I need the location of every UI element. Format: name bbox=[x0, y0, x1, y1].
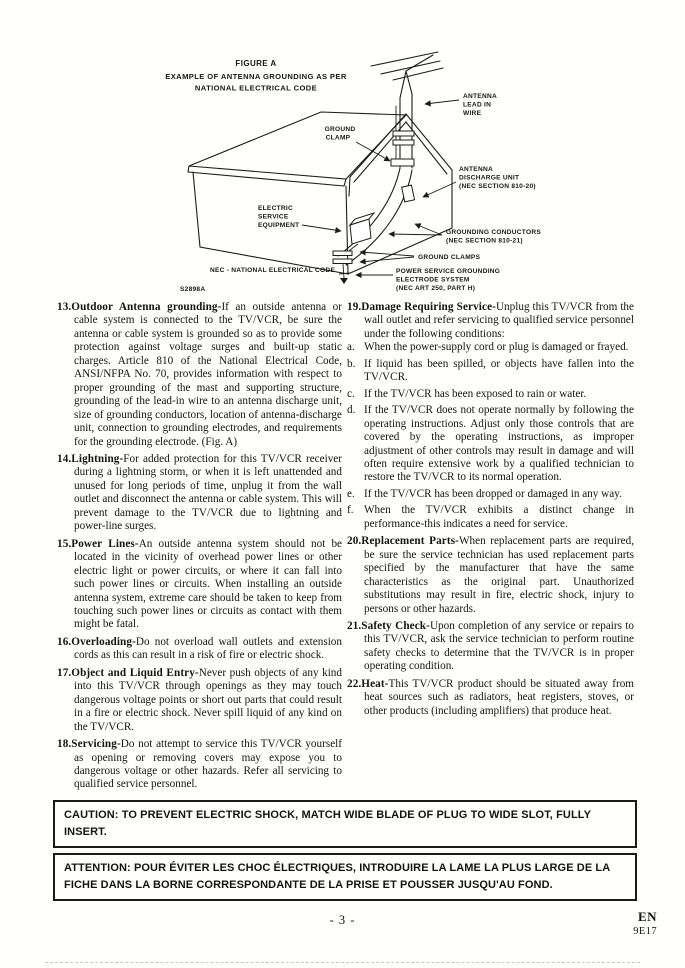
scan-artifact-line bbox=[45, 962, 640, 963]
svg-text:WIRE: WIRE bbox=[463, 110, 482, 117]
subitem-text: If the TV/VCR does not operate normally by following the operating instructions. Adjust only those controls that are covered by the operating instructions, as improper adjustment of other controls may result in damage and will often require extensive work by a qualified technician to restore the TV/VCR to its normal operation. bbox=[364, 404, 634, 484]
electric-service-label: ELECTRIC bbox=[258, 205, 293, 212]
item-body: This TV/VCR product should be situated away from heat sources such as radiators, heat registers, stoves, or other products (including amplifiers) that produce heat. bbox=[364, 677, 634, 717]
subitem-letter: d. bbox=[347, 404, 356, 417]
figure-id-label: S2898A bbox=[180, 286, 206, 293]
subitem-b bbox=[347, 358, 634, 385]
item-17 bbox=[57, 667, 342, 734]
nec-note-label: NEC - NATIONAL ELECTRICAL CODE bbox=[210, 267, 336, 274]
item-body: Unplug this TV/VCR from the wall outlet and refer servicing to qualified service personnel under the following conditions: bbox=[364, 301, 634, 340]
subitem-f bbox=[347, 504, 634, 531]
subitem-c bbox=[347, 388, 634, 401]
item-title: Damage Requiring Service- bbox=[361, 301, 496, 313]
antenna-discharge-label: ANTENNA bbox=[459, 166, 493, 173]
svg-text:LEAD IN: LEAD IN bbox=[463, 101, 492, 109]
svg-text:ELECTRODE SYSTEM: ELECTRODE SYSTEM bbox=[396, 276, 470, 284]
item-body: For added protection for this TV/VCR receiver during a lightning storm, or when it is left unattended and unused for long periods of time, unplug it from the wall outlet and disconnect the antenna or cable system. This will prevent damage to the TV/VCR due to lightning and power-line surges. bbox=[74, 452, 342, 533]
subitem-text: If the TV/VCR has been dropped or damaged in any way. bbox=[364, 487, 622, 500]
subitem-text: If the TV/VCR has been exposed to rain or water. bbox=[364, 387, 587, 400]
item-number: 20. bbox=[347, 535, 362, 548]
item-14 bbox=[57, 453, 342, 534]
electric-service-equipment-symbol bbox=[333, 213, 374, 284]
figure-title-line3: NATIONAL ELECTRICAL CODE bbox=[194, 83, 318, 93]
subitem-a bbox=[347, 341, 634, 354]
item-title: Overloading- bbox=[71, 635, 136, 648]
item-title: Outdoor Antenna grounding- bbox=[71, 301, 222, 313]
item-body: Do not overload wall outlets and extension cords as this can result in a risk of fire or electric shock. bbox=[74, 635, 342, 662]
footer-right-block bbox=[633, 909, 657, 937]
item-20 bbox=[347, 535, 634, 616]
item-number: 21. bbox=[347, 619, 362, 632]
language-code: EN bbox=[637, 909, 657, 924]
caution-box-english bbox=[53, 800, 637, 848]
subitem-letter: f. bbox=[347, 504, 354, 517]
item-number: 18. bbox=[57, 738, 72, 751]
item-number: 16. bbox=[57, 635, 72, 648]
svg-text:DISCHARGE UNIT: DISCHARGE UNIT bbox=[459, 174, 520, 182]
subitem-text: If liquid has been spilled, or objects have fallen into the TV/VCR. bbox=[364, 357, 634, 384]
item-title: Safety Check- bbox=[361, 619, 430, 632]
caution-text-en: CAUTION: TO PREVENT ELECTRIC SHOCK, MATCH WIDE BLADE OF PLUG TO WIDE SLOT, FULLY INSERT. bbox=[64, 809, 591, 838]
callout-labels bbox=[180, 93, 541, 293]
subitem-letter: a. bbox=[347, 341, 355, 354]
svg-text:CLAMP: CLAMP bbox=[325, 134, 351, 142]
svg-text:EQUIPMENT: EQUIPMENT bbox=[258, 222, 300, 229]
item-body: Never push objects of any kind into this TV/VCR through openings as they may touch dangerous voltage points or short out parts that could result in a fire or electric shock. Never spill liquid of any kind on the TV/VCR. bbox=[74, 666, 342, 733]
item-title: Replacement Parts- bbox=[361, 535, 459, 548]
right-column bbox=[347, 301, 634, 722]
left-column bbox=[57, 301, 342, 796]
page-number: - 3 - bbox=[329, 913, 356, 927]
item-title: Servicing- bbox=[71, 738, 121, 751]
subitem-letter: b. bbox=[347, 357, 356, 370]
item-number: 14. bbox=[57, 452, 72, 465]
subitem-text: When the TV/VCR exhibits a distinct change in performance-this indicates a need for service. bbox=[364, 504, 634, 530]
grounding-conductors-label: GROUNDING CONDUCTORS bbox=[446, 229, 541, 236]
item-16 bbox=[57, 636, 342, 663]
item-title: Power Lines- bbox=[71, 537, 139, 550]
antenna-grounding-diagram bbox=[88, 45, 588, 297]
figure-a bbox=[88, 45, 588, 297]
item-title: Lightning- bbox=[71, 452, 124, 465]
svg-text:(NEC SECTION 810-20): (NEC SECTION 810-20) bbox=[459, 183, 536, 190]
item-body: When replacement parts are required, be sure the service technician has used replacement parts specified by the manufacturer that have the same characteristics as the original part. Unauthorized substitutions may result in fire, electric shock, injury to persons or other hazards. bbox=[364, 535, 635, 615]
subitem-e bbox=[347, 488, 634, 501]
item-15 bbox=[57, 538, 342, 632]
item-number: 17. bbox=[57, 666, 72, 679]
power-service-label: POWER SERVICE GROUNDING bbox=[396, 268, 501, 275]
item-22 bbox=[347, 678, 634, 718]
item-body: Upon completion of any service or repairs to this TV/VCR, ask the service technician to perform routine safety checks to determine that the TV/VCR is in proper operating condition. bbox=[364, 619, 634, 673]
item-body: Do not attempt to service this TV/VCR yourself as opening or removing covers may expose you to dangerous voltage or other hazards. Refer all servicing to qualified service personnel. bbox=[74, 738, 342, 791]
ground-clamp-label: GROUND bbox=[324, 126, 356, 133]
item-number: 13. bbox=[57, 301, 72, 313]
item-19 bbox=[347, 301, 634, 531]
caution-box-french bbox=[53, 853, 637, 901]
item-18 bbox=[57, 738, 342, 792]
item-21 bbox=[347, 620, 634, 674]
subitem-letter: c. bbox=[347, 387, 355, 400]
item-title: Object and Liquid Entry- bbox=[71, 666, 199, 679]
figure-title bbox=[165, 59, 347, 93]
figure-title-line2: EXAMPLE OF ANTENNA GROUNDING AS PER bbox=[165, 72, 347, 81]
svg-text:(NEC ART 250, PART H): (NEC ART 250, PART H) bbox=[396, 285, 476, 292]
caution-text-fr: ATTENTION: POUR ÉVITER LES CHOC ÉLECTRIQUES, INTRODUIRE LA LAME LA PLUS LARGE DE LA FICHE DANS LA BORNE CORRESPONDANTE DE LA PRISE ET POUSSER JUSQU'AU FOND. bbox=[64, 862, 610, 891]
item-body: If an outside antenna or cable system is connected to the TV/VCR, be sure the antenna or cable system is grounded so as to provide some protection against voltage surges and built-up static charges. Article 810 of the National Electrical Code, ANSI/NFPA No. 70, provides information with respect to proper grounding of the mast and supporting structure, grounding of the lead-in wire to an antenna discharge unit, size of grounding conductors, location of antenna-discharge unit, connection to grounding electrodes, and requirements for the grounding electrode. (Fig. A) bbox=[74, 301, 342, 448]
item-number: 15. bbox=[57, 537, 72, 550]
item-title: Heat- bbox=[361, 677, 389, 690]
item-body: An outside antenna system should not be located in the vicinity of overhead power lines or other electric light or power circuits, or where it can fall into such power lines or circuits. When installing an outside antenna system, extreme care should be taken to keep from touching such power lines or circuits as contact with them might be fatal. bbox=[74, 537, 342, 631]
mast-ground-clamps bbox=[391, 131, 414, 166]
item-number: 22. bbox=[347, 677, 362, 690]
document-code: 9E17 bbox=[633, 926, 657, 937]
subitem-text: When the power-supply cord or plug is damaged or frayed. bbox=[364, 341, 629, 354]
ground-clamps-label: GROUND CLAMPS bbox=[418, 254, 481, 261]
antenna-discharge-unit-symbol bbox=[402, 185, 415, 202]
figure-title-line1: FIGURE A bbox=[235, 59, 277, 68]
svg-text:SERVICE: SERVICE bbox=[258, 213, 289, 221]
subitem-d bbox=[347, 404, 634, 485]
subitem-letter: e. bbox=[347, 487, 355, 500]
ground-electrode-symbol bbox=[340, 278, 348, 284]
item-number: 19. bbox=[347, 301, 362, 313]
item-13 bbox=[57, 301, 342, 449]
antenna-lead-in-label: ANTENNA bbox=[463, 93, 497, 100]
svg-text:(NEC SECTION 810-21): (NEC SECTION 810-21) bbox=[446, 237, 523, 245]
